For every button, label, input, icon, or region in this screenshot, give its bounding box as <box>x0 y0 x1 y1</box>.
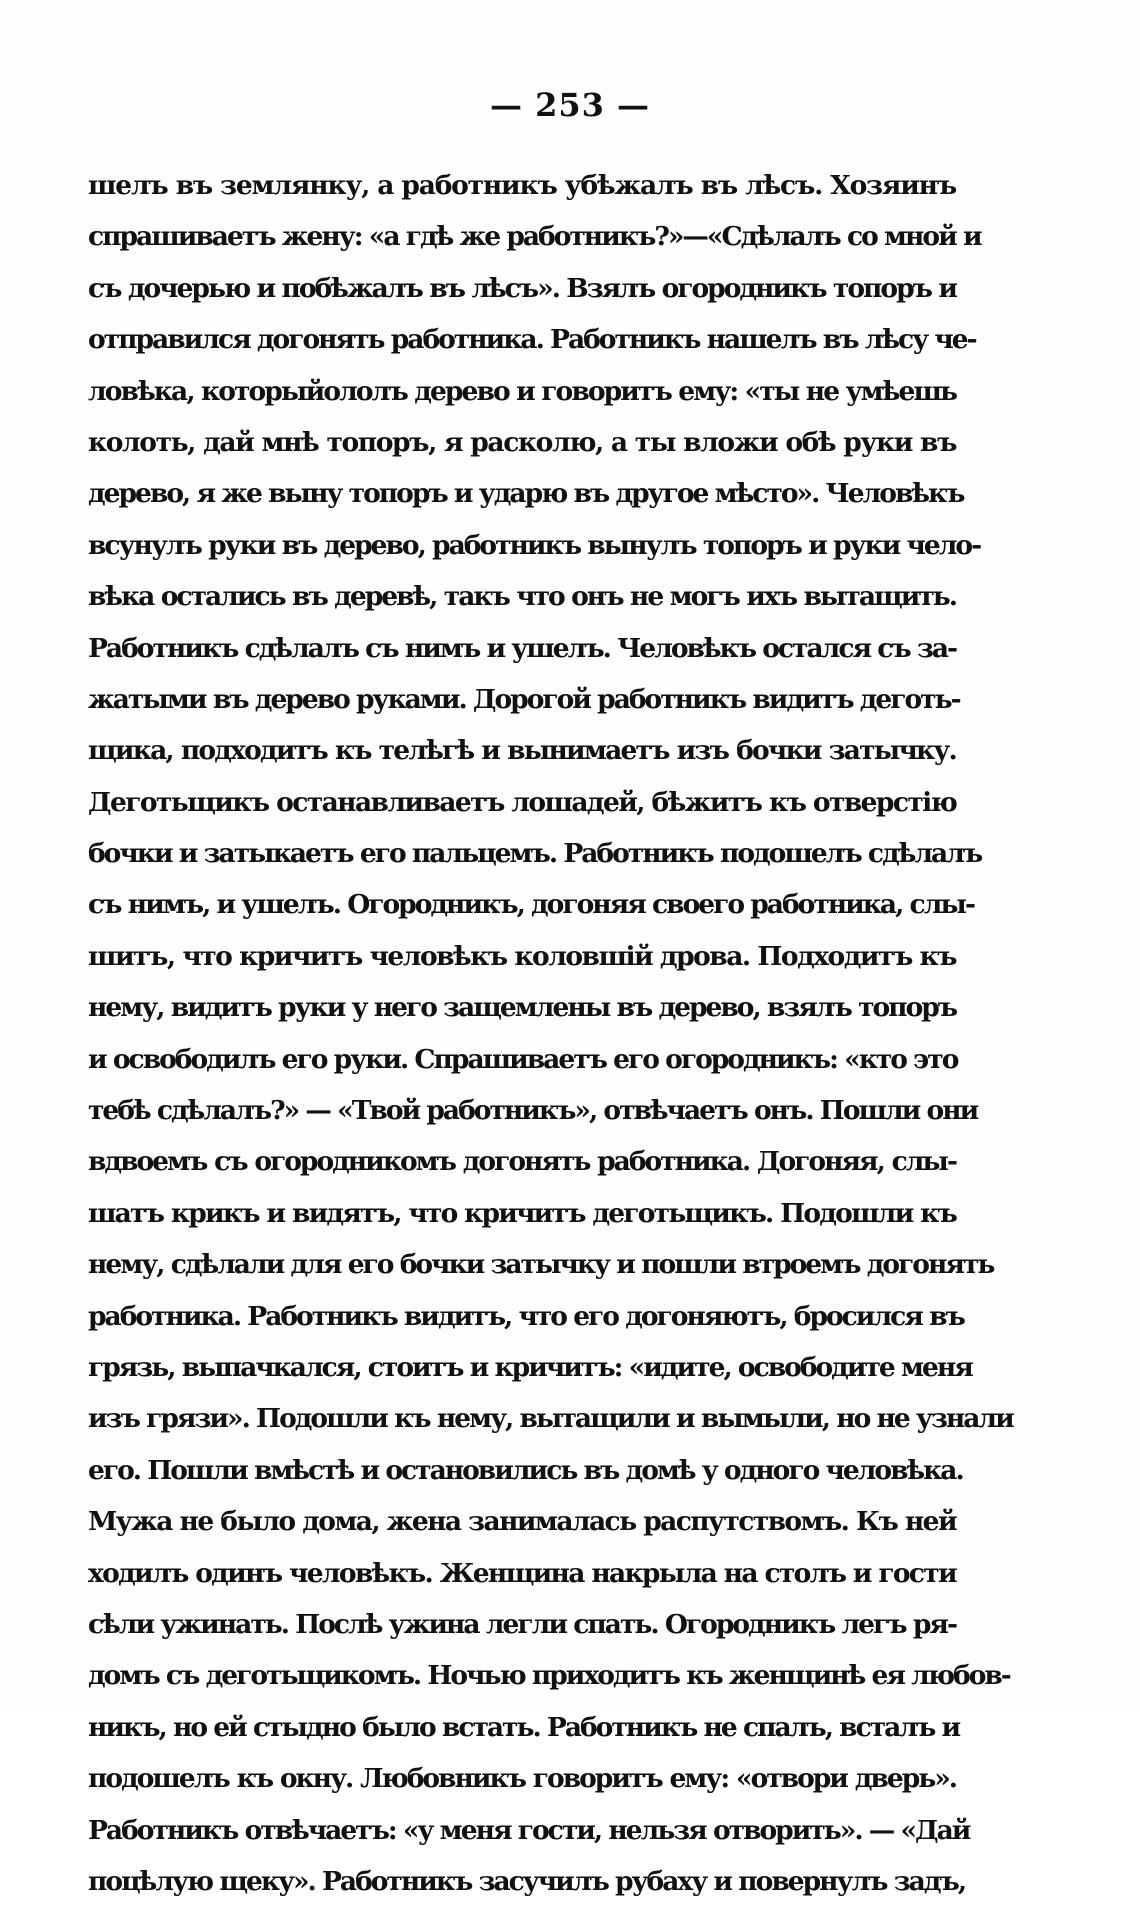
page-number: — 253 — <box>489 86 651 124</box>
text-line: шелъ въ землянку, а работникъ убѣжалъ въ лѣсъ. Хозяинъ <box>88 170 956 201</box>
text-line: нему, видитъ руки у него защемлены въ дерево, взялъ топоръ <box>88 992 957 1024</box>
text-line: поцѣлую щеку». Работникъ засучилъ рубаху и повернулъ задъ, <box>88 1865 966 1897</box>
text-line: Работникъ сдѣлалъ съ нимъ и ушелъ. Человѣкъ остался съ за- <box>88 632 957 664</box>
text-line: съ нимъ, и ушелъ. Огородникъ, догоняя своего работника, слы- <box>88 889 974 921</box>
text-line: его. Пошли вмѣстѣ и остановились въ домѣ у одного человѣка. <box>88 1454 963 1486</box>
text-line: подошелъ къ окну. Любовникъ говоритъ ему: «отвори дверь». <box>88 1763 956 1795</box>
text-line: Деготьщикъ останавливаетъ лошадей, бѣжитъ къ отверстію <box>88 786 957 818</box>
text-line: никъ, но ей стыдно было встать. Работникъ не спалъ, всталъ и <box>88 1711 960 1743</box>
text-line: домъ съ деготьщикомъ. Ночью приходитъ къ женщинѣ ея любов- <box>88 1660 1010 1692</box>
text-line: вдвоемъ съ огородникомъ догонять работника. Догоняя, слы- <box>88 1146 956 1178</box>
text-line: съ дочерью и побѣжалъ въ лѣсъ». Взялъ огородникъ топоръ и <box>88 272 956 304</box>
text-line: отправился догонять работника. Работникъ нашелъ въ лѣсу че- <box>88 324 976 356</box>
text-line: щика, подходитъ къ телѣгѣ и вынимаетъ изъ бочки затычку. <box>88 735 956 767</box>
text-line: ловѣка, которыйололъ дерево и говоритъ ему: «ты не умѣешь <box>88 375 957 407</box>
text-line: сѣли ужинать. Послѣ ужина легли спать. Огородникъ легъ ря- <box>88 1608 956 1640</box>
text-line: спрашиваетъ жену: «а гдѣ же работникъ?»—«Сдѣлалъ со мной и <box>88 221 981 253</box>
text-line: шатъ крикъ и видятъ, что кричитъ деготьщикъ. Подошли къ <box>88 1197 956 1229</box>
text-line: Мужа не было дома, жена занималась распутствомъ. Къ ней <box>88 1506 956 1538</box>
body-text <box>88 160 1013 1907</box>
text-line: изъ грязи». Подошли къ нему, вытащили и вымыли, но не узнали <box>88 1403 1013 1435</box>
text-line: дерево, я же выну топоръ и ударю въ другое мѣсто». Человѣкъ <box>88 478 964 510</box>
text-line: шитъ, что кричитъ человѣкъ коловшій дрова. Подходитъ къ <box>88 940 956 972</box>
text-line: вѣка остались въ деревѣ, такъ что онъ не могъ ихъ вытащить. <box>88 581 956 613</box>
text-line: колоть, дай мнѣ топоръ, я расколю, а ты вложи обѣ руки въ <box>88 426 956 458</box>
text-line: работника. Работникъ видитъ, что его догоняютъ, бросился въ <box>88 1300 964 1332</box>
text-line: грязь, выпачкался, стоитъ и кричитъ: «идите, освободите меня <box>88 1351 972 1383</box>
text-line: тебѣ сдѣлалъ?» — «Твой работникъ», отвѣчаетъ онъ. Пошли они <box>88 1095 978 1127</box>
text-line: жатыми въ дерево руками. Дорогой работникъ видитъ деготь- <box>88 683 960 715</box>
text-line: нему, сдѣлали для его бочки затычку и пошли втроемъ догонять <box>88 1249 994 1281</box>
text-line: всунулъ руки въ дерево, работникъ вынулъ топоръ и руки чело- <box>88 529 981 561</box>
text-line: ходилъ одинъ человѣкъ. Женщина накрыла на столъ и гости <box>88 1557 956 1589</box>
text-line: Работникъ отвѣчаетъ: «у меня гости, нельзя отворить». — «Дай <box>88 1814 970 1846</box>
text-line: и освободилъ его руки. Спрашиваетъ его огородникъ: «кто это <box>88 1043 958 1075</box>
text-line: бочки и затыкаетъ его пальцемъ. Работникъ подошелъ сдѣлалъ <box>88 838 982 870</box>
